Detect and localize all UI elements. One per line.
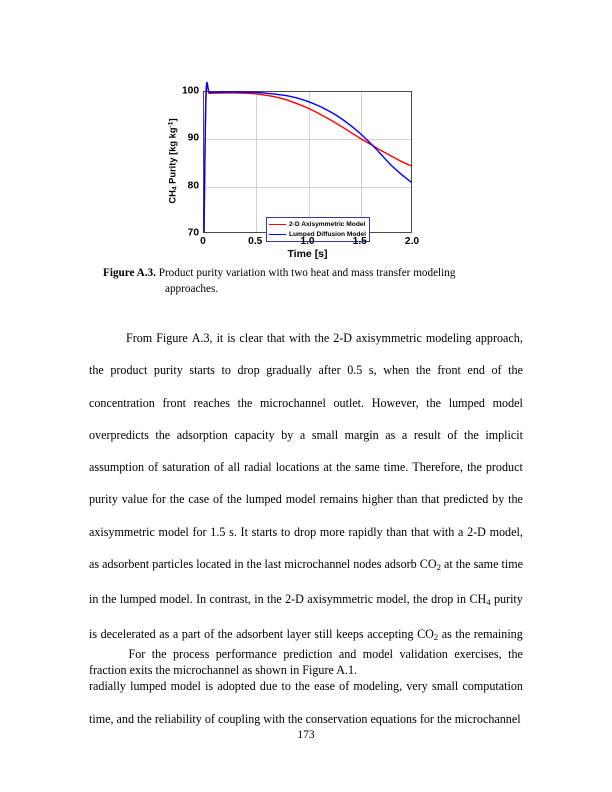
x-axis-tick-label: 0.5 xyxy=(248,236,263,247)
y-axis-tick-label: 70 xyxy=(187,227,199,239)
paragraph-line: axisymmetric model for 1.5 s. It starts to drop more rapidly than that with a 2-D model, xyxy=(89,524,523,539)
series-line xyxy=(204,83,411,232)
paragraph-line: as adsorbent particles located in the last microchannel nodes adsorb $CO_2$ at the same time xyxy=(89,557,523,572)
y-axis-label: $CH_4$ Purity [kg $kg^{-1}$] xyxy=(167,117,179,204)
legend-item xyxy=(269,230,366,240)
paragraph-line: assumption of saturation of all radial locations at the same time. Therefore, the product xyxy=(89,460,523,475)
paragraph-line: For the process performance prediction and model validation exercises, the xyxy=(128,647,523,661)
y-axis-tick-label: 100 xyxy=(182,85,199,97)
paragraph-line: in the lumped model. In contrast, in the 2-D axisymmetric model, the drop in $CH_4$ purity xyxy=(89,592,523,608)
paragraph-line: overpredicts the adsorption capacity by a small margin as a result of the implicit xyxy=(89,427,523,442)
paragraph-line: purity value for the case of the lumped model remains higher than that predicted by the xyxy=(89,492,523,507)
series-line xyxy=(204,84,411,232)
x-axis-label: Time [s] xyxy=(287,248,328,260)
paragraph-line: concentration front reaches the microchannel outlet. However, the lumped model xyxy=(89,395,523,410)
paragraph-line: radially lumped model is adopted due to the ease of modeling, very small computation xyxy=(89,679,523,694)
figure-caption-text: Product purity variation with two heat and mass transfer modeling xyxy=(155,267,456,279)
plot-area xyxy=(203,91,412,238)
figure-caption-line2: approaches. xyxy=(165,282,219,295)
paragraph-line: fraction exits the microchannel as shown in Figure A.1. xyxy=(89,662,358,677)
paragraph-line: is decelerated as a part of the adsorbent layer still keeps accepting $CO_2$ as the remaining xyxy=(89,627,523,643)
paragraph-line: time, and the reliability of coupling with the conservation equations for the microchannel xyxy=(89,711,521,726)
chart-container xyxy=(166,70,426,260)
paragraph-2 xyxy=(89,638,523,735)
figure-a3 xyxy=(0,70,612,260)
page-number: 173 xyxy=(297,729,315,741)
figure-caption xyxy=(103,266,515,297)
figure-caption-label: Figure A.3. xyxy=(103,267,156,279)
paragraph-line: From Figure A.3, it is clear that with the 2-D axisymmetric modeling approach, xyxy=(125,331,523,345)
x-axis-tick-label: 1.0 xyxy=(300,236,315,247)
x-axis-tick-label: 2.0 xyxy=(404,236,420,247)
x-axis-tick-label: 0 xyxy=(200,236,206,247)
legend-label: 2-D Axisymmetric Model xyxy=(289,221,366,229)
series-curves xyxy=(204,92,411,232)
y-axis-tick-label: 90 xyxy=(187,132,199,144)
y-axis-tick-label: 80 xyxy=(187,180,199,192)
legend-label: Lumped Diffusion Model xyxy=(289,230,366,238)
legend-item xyxy=(269,220,366,230)
paragraph-1 xyxy=(89,322,523,686)
paragraph-line: the product purity starts to drop gradually after 0.5 s, when the front end of the xyxy=(89,363,523,378)
x-axis-tick-label: 1.5 xyxy=(352,236,367,247)
legend-color-swatch xyxy=(269,224,286,225)
